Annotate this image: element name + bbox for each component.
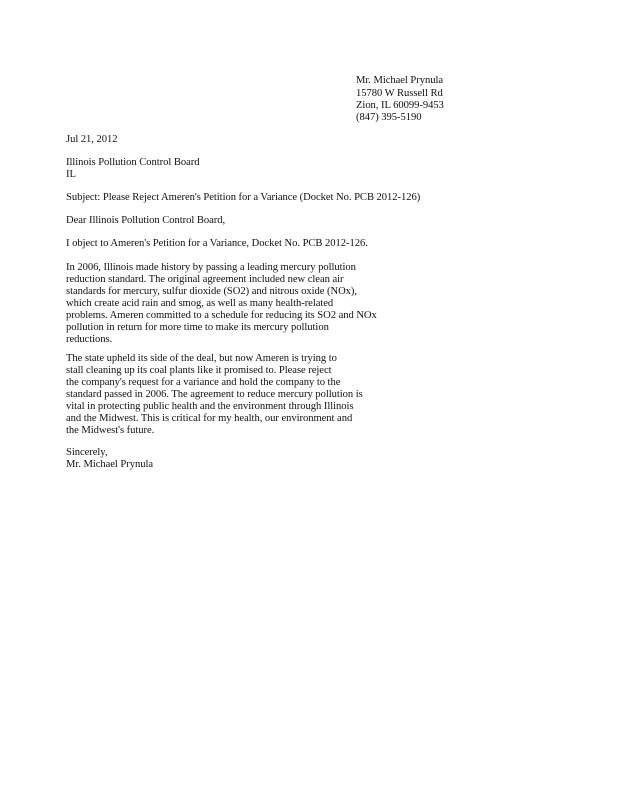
paragraph-line: reduction standard. The original agreement included new clean air <box>66 274 344 285</box>
closing: Sincerely, <box>66 447 108 458</box>
paragraph-line: The state upheld its side of the deal, but now Ameren is trying to <box>66 353 337 364</box>
paragraph-line: pollution in return for more time to make its mercury pollution <box>66 322 329 333</box>
recipient-state: IL <box>66 169 76 180</box>
paragraph-line: the company's request for a variance and hold the company to the <box>66 377 341 388</box>
paragraph-line: standard passed in 2006. The agreement to reduce mercury pollution is <box>66 389 363 400</box>
salutation: Dear Illinois Pollution Control Board, <box>66 215 226 226</box>
subject-line: Subject: Please Reject Ameren's Petition for a Variance (Docket No. PCB 2012-126) <box>66 192 421 203</box>
paragraph-line: In 2006, Illinois made history by passing a leading mercury pollution <box>66 262 356 273</box>
sender-name: Mr. Michael Prynula <box>356 75 444 86</box>
paragraph-line: problems. Ameren committed to a schedule for reducing its SO2 and NOx <box>66 310 377 321</box>
sender-street: 15780 W Russell Rd <box>356 88 443 99</box>
paragraph-line: reductions. <box>66 334 113 345</box>
recipient-name: Illinois Pollution Control Board <box>66 157 200 168</box>
paragraph-line: and the Midwest. This is critical for my health, our environment and <box>66 413 353 424</box>
paragraph-line: the Midwest's future. <box>66 425 155 436</box>
letter-date: Jul 21, 2012 <box>66 134 118 145</box>
paragraph-objection: I object to Ameren's Petition for a Variance, Docket No. PCB 2012-126. <box>66 238 368 249</box>
signature-name: Mr. Michael Prynula <box>66 459 154 470</box>
paragraph-line: vital in protecting public health and the environment through Illinois <box>66 401 354 412</box>
sender-city: Zion, IL 60099-9453 <box>356 100 444 111</box>
paragraph-line: standards for mercury, sulfur dioxide (SO2) and nitrous oxide (NOx), <box>66 286 358 297</box>
sender-phone: (847) 395-5190 <box>356 112 422 123</box>
paragraph-line: which create acid rain and smog, as well as many health-related <box>66 298 334 309</box>
paragraph-line: stall cleaning up its coal plants like it promised to. Please reject <box>66 365 332 376</box>
